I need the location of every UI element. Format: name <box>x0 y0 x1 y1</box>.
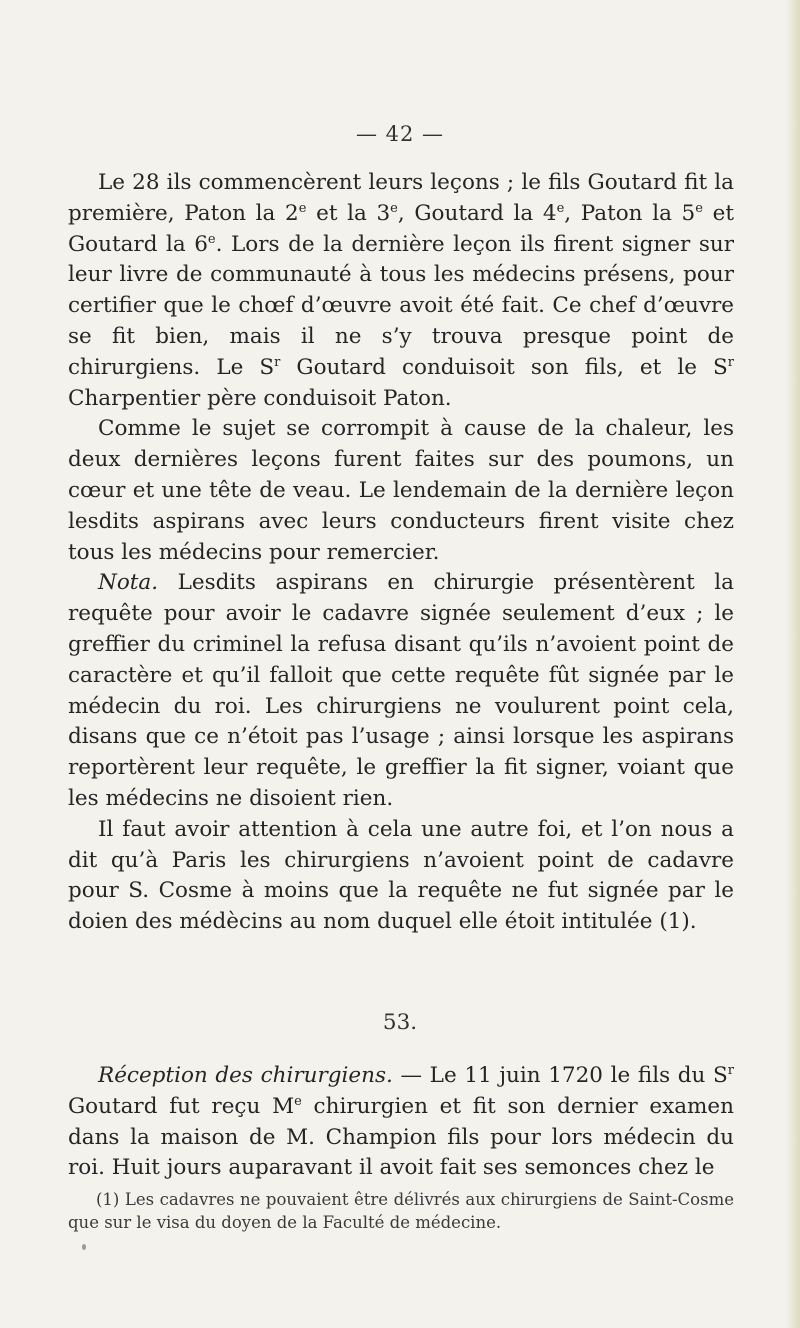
text-run: et Goutard la 6 <box>68 200 734 257</box>
paragraph-1 <box>68 168 734 414</box>
page-edge-shadow <box>786 0 800 1328</box>
text-run: Il faut avoir attention à cela une autre foi, et l’on nous a dit qu’à Paris les chirurgiens n’avoient point de cadavre pour S. Cosme à moins que la requête ne fut signée par le doien des médècins au nom duquel elle étoit intitulée (1). <box>68 816 734 935</box>
italic-text: Nota. <box>98 570 159 596</box>
paragraph-4 <box>68 815 734 938</box>
section-paragraph <box>68 1061 734 1184</box>
body-text <box>68 168 734 938</box>
text-run: Le 28 ils commencèrent leurs leçons ; le fils Goutard fit la première, Paton la 2 <box>68 170 734 226</box>
italic-text: Réception des chirurgiens. <box>98 1063 393 1088</box>
page-number: — 42 — <box>355 122 445 146</box>
superscript: e <box>298 200 307 216</box>
superscript: e <box>556 200 565 216</box>
text-run: . Lors de la dernière leçon ils firent signer sur leur livre de communauté à tous les médecins présens, pour certifier que le chœf d’œuvre avoit été fait. Ce chef d’œuvre se fit bien, mais il ne s’y trouva presque point de chirurgiens. Le S <box>68 231 734 380</box>
superscript: e <box>207 231 216 247</box>
superscript: r <box>727 354 734 370</box>
paragraph-3 <box>68 568 734 814</box>
footnote: (1) Les cadavres ne pouvaient être délivrés aux chirurgiens de Saint-Cosme que sur le visa du doyen de la Faculté de médecine. <box>68 1190 734 1232</box>
superscript: r <box>727 1063 734 1078</box>
text-run: , Goutard la 4 <box>397 200 557 226</box>
paragraph-2 <box>68 414 734 568</box>
text-run: — Le 11 juin 1720 le fils du S <box>392 1063 728 1088</box>
superscript: e <box>294 1093 302 1109</box>
text-run: Comme le sujet se corrompit à cause de la chaleur, les deux dernières leçons furent faites sur des poumons, un cœur et une tête de veau. Le lendemain de la dernière leçon lesdits aspirans avec leurs conducteurs firent visite chez tous les médecins pour remercier. <box>68 416 734 565</box>
section-body <box>68 1061 734 1184</box>
text-run: Lesdits aspirans en chirurgie présentèrent la requête pour avoir le cadavre signée seulement d’eux ; le greffier du criminel la refusa disant qu’ils n’avoient point de caractère et qu’il falloit que cette requête fût signée par le médecin du roi. Les chirurgiens ne voulurent point cela, disans que ce n’étoit pas l’usage ; ainsi lorsque les aspirans reportèrent leur requête, le greffier la fit signer, voiant que les médecins ne disoient rien. <box>68 570 734 811</box>
text-run: Goutard conduisoit son fils, et le S <box>280 354 728 380</box>
text-run: , Paton la 5 <box>564 200 696 226</box>
text-run: et la 3 <box>306 200 391 226</box>
superscript: e <box>390 200 398 216</box>
text-run: Charpentier père conduisoit Paton. <box>68 385 452 411</box>
text-run: Goutard fut reçu M <box>68 1093 295 1119</box>
text-run: chirurgien et fit son dernier examen dans la maison de M. Champion fils pour lors médecin du roi. Huit jours auparavant il avoit fait ses semonces chez le <box>68 1093 734 1181</box>
superscript: r <box>274 354 281 370</box>
print-speck <box>82 1244 86 1250</box>
section-number: 53. <box>382 1010 418 1035</box>
superscript: e <box>695 200 703 216</box>
